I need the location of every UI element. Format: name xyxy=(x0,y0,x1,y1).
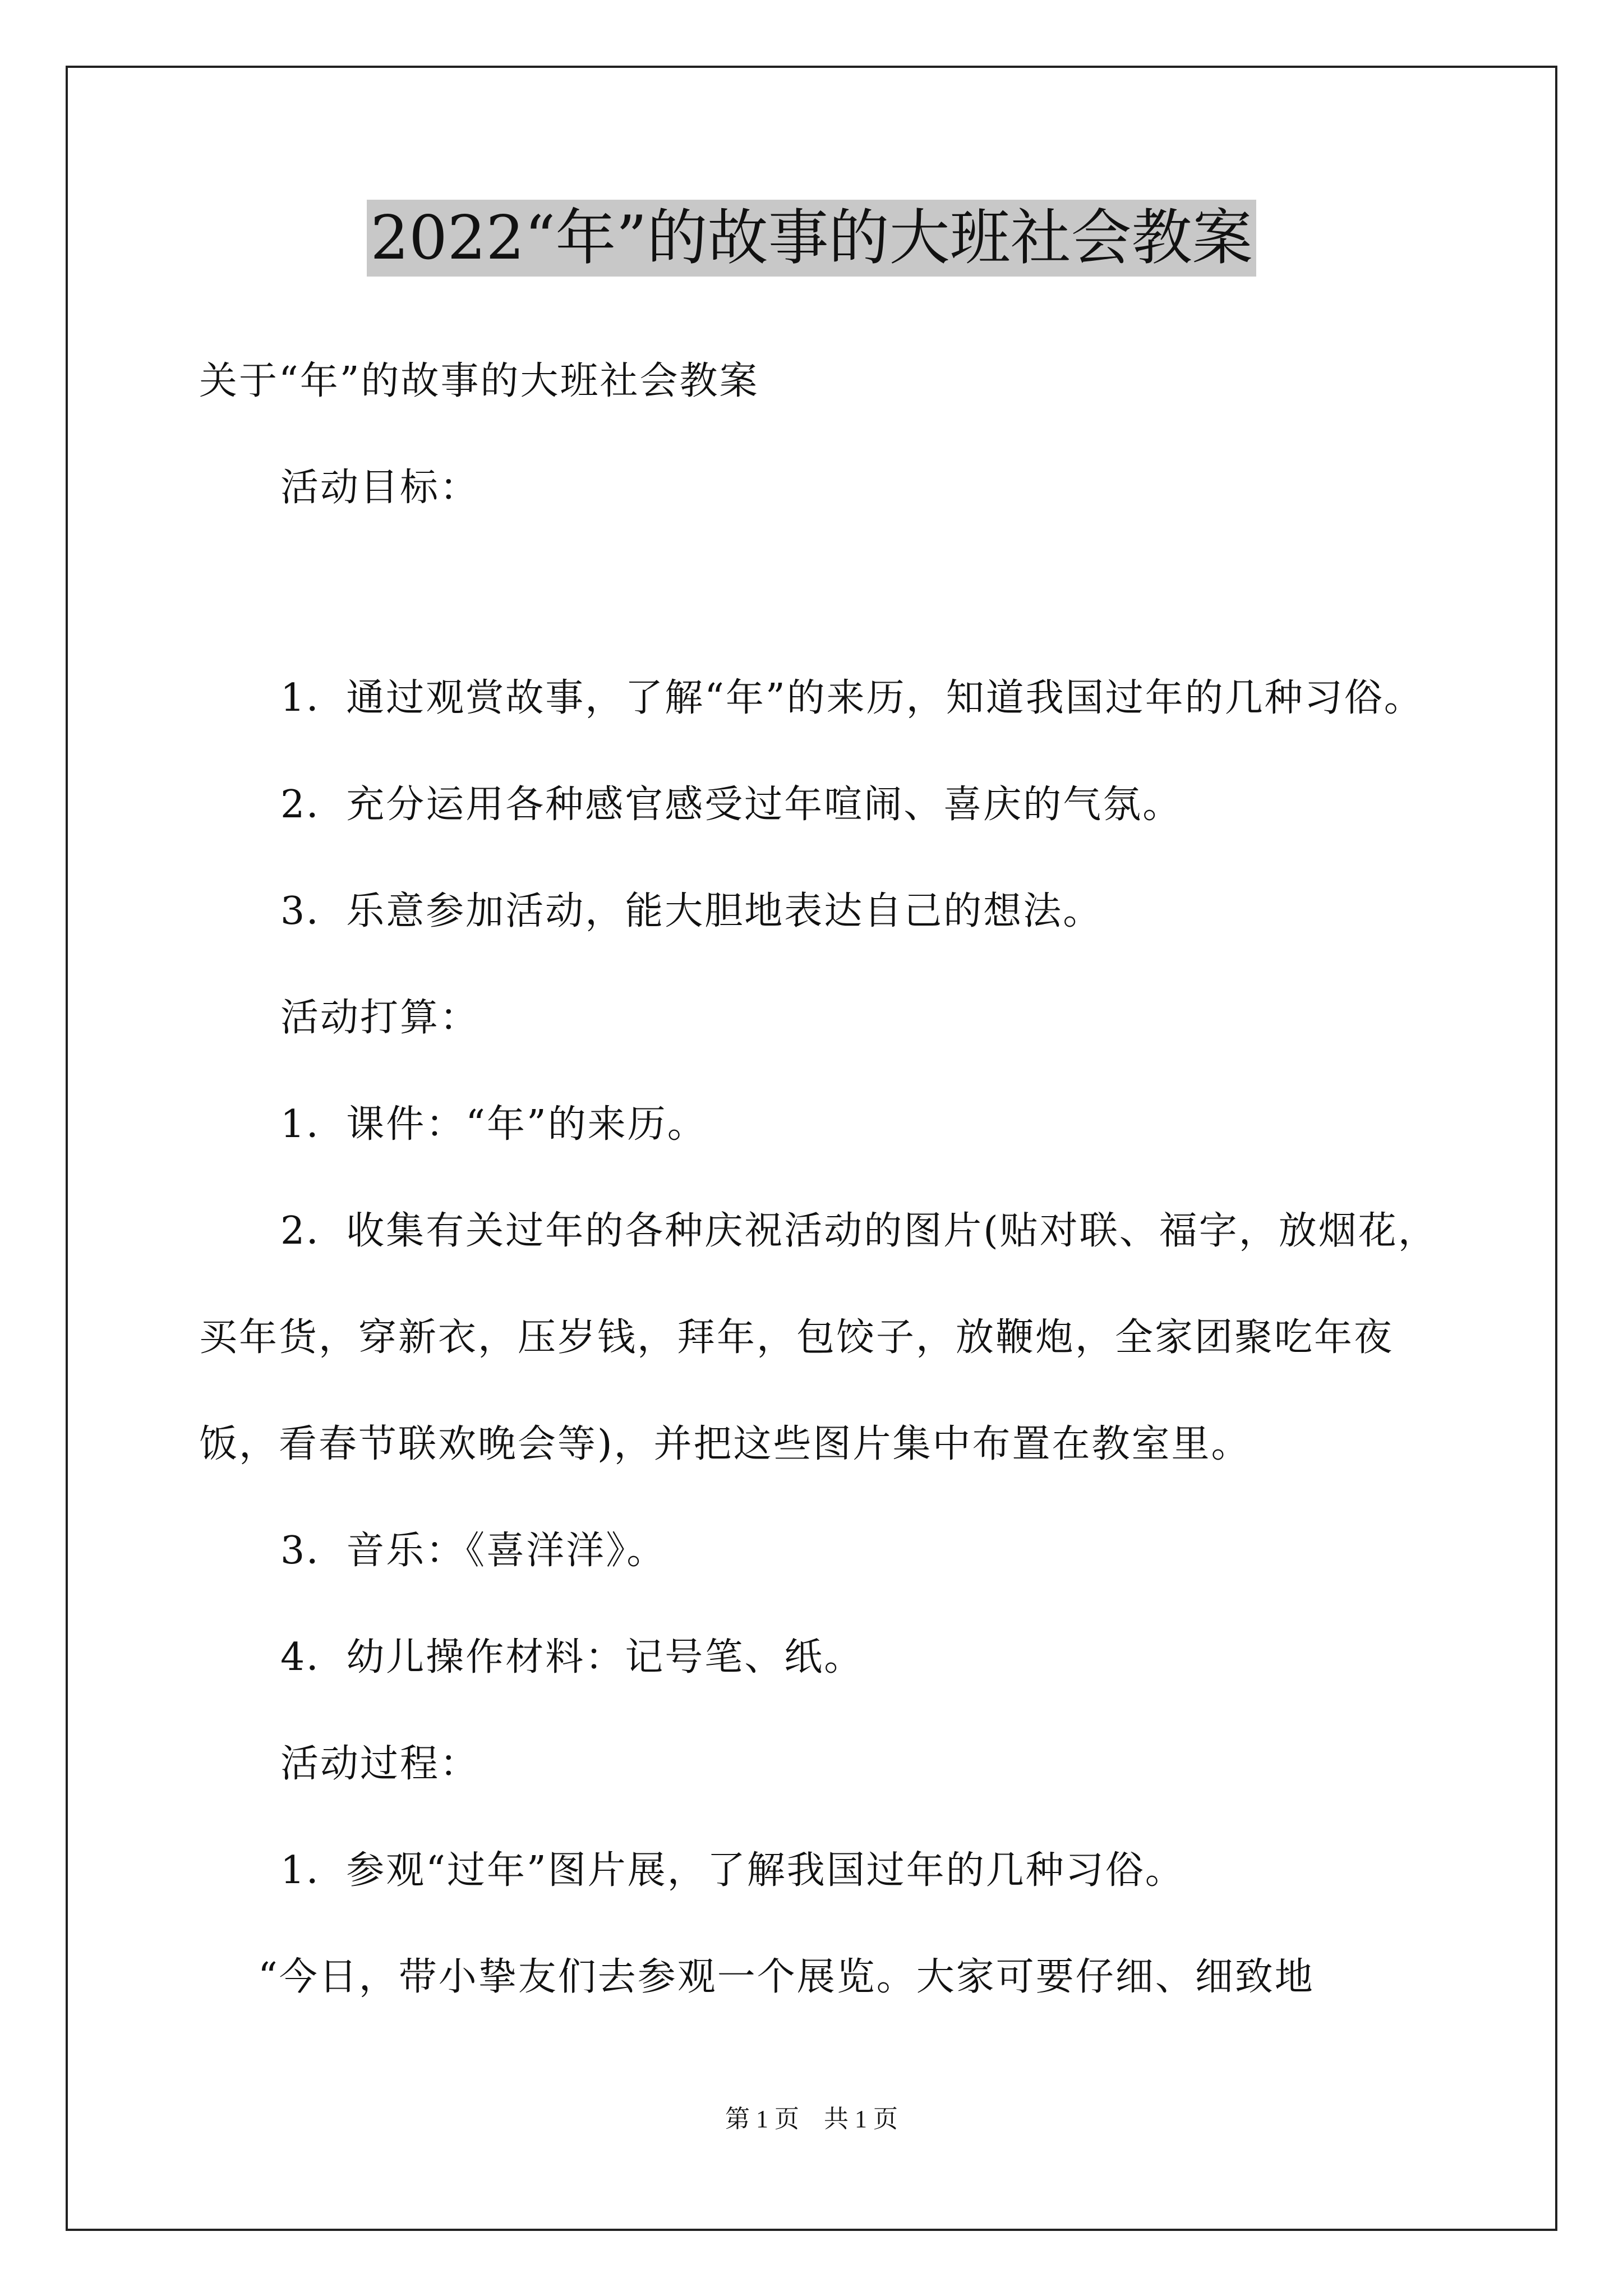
document-line: 活动过程： xyxy=(280,1742,480,1786)
document-line: 关于“年”的故事的大班社会教案 xyxy=(199,359,759,403)
document-line: 1．参观“过年”图片展，了解我国过年的几种习俗。 xyxy=(280,1848,1185,1893)
document-line: 3．音乐：《喜洋洋》。 xyxy=(280,1529,667,1573)
document-title xyxy=(0,202,1623,275)
document-line: 2．充分运用各种感官感受过年喧闹、喜庆的气氛。 xyxy=(280,783,1183,827)
document-line: 2．收集有关过年的各种庆祝活动的图片(贴对联、福字，放烟花， xyxy=(280,1209,1438,1253)
document-line: 饭，看春节联欢晚会等)，并把这些图片集中布置在教室里。 xyxy=(199,1422,1251,1466)
document-line: 活动打算： xyxy=(280,996,480,1040)
page-footer: 第 1 页 共 1 页 xyxy=(725,2105,898,2133)
document-line: 3．乐意参加活动，能大胆地表达自己的想法。 xyxy=(280,889,1103,933)
document-title-text: 2022“年”的故事的大班社会教案 xyxy=(367,200,1256,277)
document-line: 1．课件：“年”的来历。 xyxy=(280,1102,707,1147)
document-line: 活动目标： xyxy=(280,466,480,510)
document-line: 买年货，穿新衣，压岁钱，拜年，包饺子，放鞭炮，全家团聚吃年夜 xyxy=(199,1315,1394,1360)
document-line: 1．通过观赏故事，了解“年”的来历，知道我国过年的几种习俗。 xyxy=(280,676,1424,720)
document-line: 4．幼儿操作材料：记号笔、纸。 xyxy=(280,1635,864,1680)
document-line: “今日，带小挚友们去参观一个展览。大家可要仔细、细致地 xyxy=(258,1955,1315,1999)
